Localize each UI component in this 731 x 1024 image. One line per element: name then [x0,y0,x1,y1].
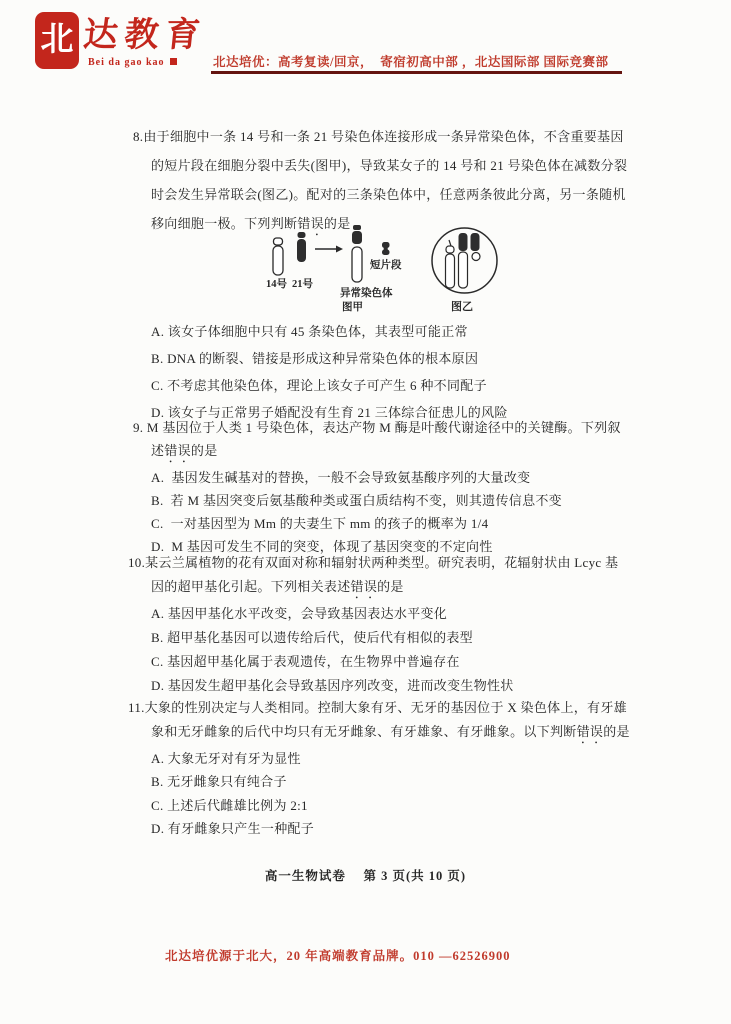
option-10c: C. 基因超甲基化属于表观遗传，在生物界中普遍存在 [151,654,460,669]
option-8c: C. 不考虑其他染色体，理论上该女子可产生 6 种不同配子 [151,378,487,393]
option-11b: B. 无牙雌象只有纯合子 [151,774,287,789]
promo-text: 北达培优源于北大，20 年高端教育品牌。 [165,949,414,963]
arrow-icon [315,246,343,253]
option-11d: D. 有牙雌象只产生一种配子 [151,821,315,836]
option-10b: B. 超甲基化基因可以遗传给后代，使后代有相似的表型 [151,630,473,645]
stamp-character: 北 [40,22,74,58]
question-number: 9. [133,420,144,435]
option-10a: A. 基因甲基化水平改变，会导致基因表达水平变化 [151,606,448,621]
phone-number: 010 —62526900 [413,949,511,963]
option-9b: B. 若 M 基因突变后氨基酸种类或蛋白质结构不变，则其遗传信息不变 [151,493,562,508]
question-number: 11. [128,700,145,715]
header-tagline: 北达培优：高考复读/回京， 寄宿初高中部 ，北达国际部 国际竞赛部 [213,55,609,69]
abnormal-chromosome-shape [352,225,362,282]
beida-stamp-logo [36,13,78,68]
short-fragment-shape [382,242,390,255]
brand-calligraphy: 达教育 [81,17,209,54]
page-number-footer: 高一生物试卷 第 3 页(共 10 页) [264,869,467,883]
question-number: 10. [128,555,146,570]
option-11c: C. 上述后代雌雄比例为 2:1 [151,797,308,813]
label-fragment: 短片段 [370,260,402,271]
option-8a: A. 该女子体细胞中只有 45 条染色体，其表型可能正常 [151,324,468,339]
option-11a: A. 大象无牙对有牙为显性 [151,750,301,766]
label-fig-a: 图甲 [342,302,363,313]
header-divider [211,71,622,74]
label-14: 14号 [266,279,287,290]
question-9 [133,416,631,558]
chromosome-diagram [252,218,537,320]
red-square-icon [170,58,177,65]
option-10d: D. 基因发生超甲基化会导致基因序列改变，进而改变生物性状 [151,678,514,693]
question-8-options [133,318,629,426]
question-11 [128,696,630,841]
label-abnormal: 异常染色体 [340,288,393,299]
option-9a: A. 基因发生碱基对的替换，一般不会导致氨基酸序列的大量改变 [151,470,531,485]
option-8d: D. 该女子与正常男子婚配没有生育 21 三体综合征患儿的风险 [151,405,508,420]
option-9d: D. M 基因可发生不同的突变，体现了基因突变的不定向性 [151,539,493,554]
question-number: 8. [133,129,144,144]
option-8b: B. DNA 的断裂、错接是形成这种异常染色体的根本原因 [151,351,479,366]
question-9-stem: 9. M 基因位于人类 1 号染色体，表达产物 M 酶是叶酸代谢途径中的关键酶。下列叙述错误的是 [133,420,621,458]
brand-subtitle: Bei da gao kao [88,57,177,68]
figure-b-cell-circle [432,228,497,293]
chromosome-14-shape [273,238,283,275]
label-21: 21号 [292,279,313,290]
question-10 [128,551,630,698]
option-9c: C. 一对基因型为 Mm 的夫妻生下 mm 的孩子的概率为 1/4 [151,516,489,531]
chromosome-21-shape [297,232,306,262]
question-10-stem: 10.某云兰属植物的花有双面对称和辐射状两种类型。研究表明，花辐射状由 Lcyc 基因的超甲基化引起。下列相关表述错误的是 [128,555,619,594]
question-8-stem: 8.由于细胞中一条 14 号和一条 21 号染色体连接形成一条异常染色体，不含重要基因的短片段在细胞分裂中丢失(图甲)，导致某女子的 14 号和 21 号染色体在减数分裂时会发生异常联会(图乙)。配对的三条染色体中，任意两条彼此分离，另一条随机移向细胞一极。下列判断错误的是 [133,129,628,231]
promo-footer [165,946,511,964]
label-fig-b: 图乙 [451,301,473,313]
question-11-stem: 11.大象的性别决定与人类相同。控制大象有牙、无牙的基因位于 X 染色体上，有牙雄象和无牙雌象的后代中均只有无牙雌象、有牙雄象、有牙雌象。以下判断错误的是 [128,700,630,739]
